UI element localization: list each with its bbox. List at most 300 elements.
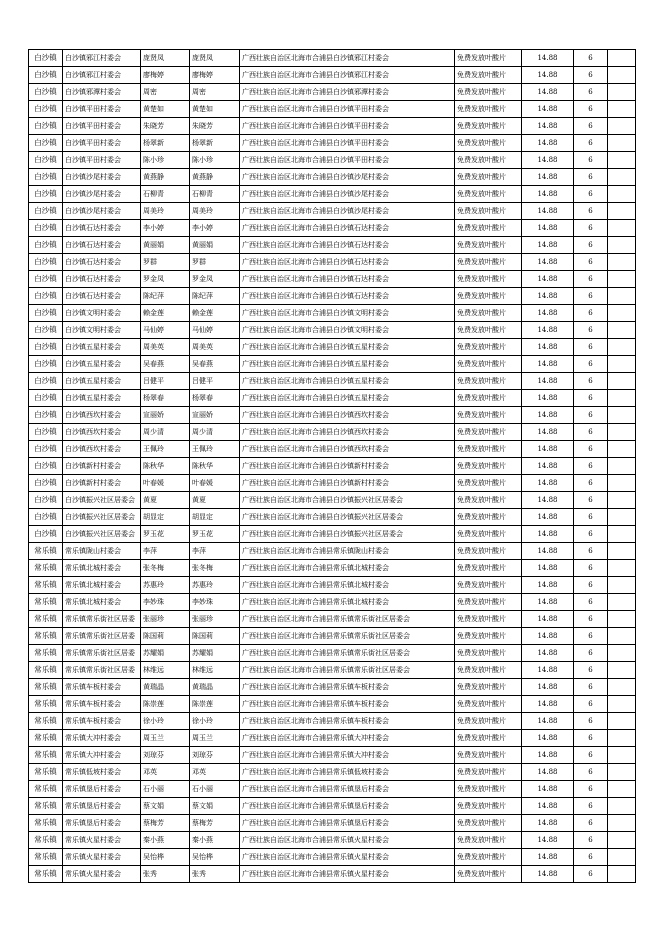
amount-cell: 14.88 — [522, 577, 574, 594]
item-cell: 免费发放叶酸片 — [455, 305, 522, 322]
item-cell: 免费发放叶酸片 — [455, 135, 522, 152]
table-row — [29, 67, 636, 84]
town-cell: 白沙镇 — [29, 50, 63, 67]
address-cell: 广西壮族自治区北海市合浦县白沙镇西坎村委会 — [240, 424, 455, 441]
table-row — [29, 832, 636, 849]
town-cell: 常乐镇 — [29, 747, 63, 764]
amount-cell: 14.88 — [522, 441, 574, 458]
item-cell: 免费发放叶酸片 — [455, 118, 522, 135]
address-cell: 广西壮族自治区北海市合浦县常乐镇常乐街社区居委会 — [240, 628, 455, 645]
address-cell: 广西壮族自治区北海市合浦县白沙镇石达村委会 — [240, 288, 455, 305]
address-cell: 广西壮族自治区北海市合浦县常乐镇垦后村委会 — [240, 781, 455, 798]
signer-name-cell: 朱晓芳 — [190, 118, 240, 135]
quantity-cell: 6 — [574, 424, 608, 441]
address-cell: 广西壮族自治区北海市合浦县白沙镇振兴社区居委会 — [240, 492, 455, 509]
table-row — [29, 237, 636, 254]
quantity-cell: 6 — [574, 67, 608, 84]
town-cell: 白沙镇 — [29, 475, 63, 492]
town-cell: 白沙镇 — [29, 339, 63, 356]
village-committee-cell: 白沙镇石达村委会 — [63, 237, 141, 254]
address-cell: 广西壮族自治区北海市合浦县白沙镇西坎村委会 — [240, 441, 455, 458]
quantity-cell: 6 — [574, 696, 608, 713]
village-committee-cell: 白沙镇五星村委会 — [63, 390, 141, 407]
table-row — [29, 254, 636, 271]
item-cell: 免费发放叶酸片 — [455, 594, 522, 611]
village-committee-cell: 常乐镇垦后村委会 — [63, 798, 141, 815]
quantity-cell: 6 — [574, 866, 608, 883]
remark-cell — [608, 815, 636, 832]
item-cell: 免费发放叶酸片 — [455, 356, 522, 373]
remark-cell — [608, 356, 636, 373]
signer-name-cell: 周密 — [190, 84, 240, 101]
village-committee-cell: 常乐镇常乐街社区居委 — [63, 628, 141, 645]
village-committee-cell: 白沙镇邪江村委会 — [63, 50, 141, 67]
remark-cell — [608, 152, 636, 169]
remark-cell — [608, 458, 636, 475]
remark-cell — [608, 747, 636, 764]
address-cell: 广西壮族自治区北海市合浦县常乐镇陇山村委会 — [240, 543, 455, 560]
village-committee-cell: 白沙镇平田村委会 — [63, 135, 141, 152]
table-row — [29, 390, 636, 407]
signer-name-cell: 罗群 — [190, 254, 240, 271]
town-cell: 常乐镇 — [29, 798, 63, 815]
item-cell: 免费发放叶酸片 — [455, 798, 522, 815]
recipient-name-cell: 周美英 — [141, 339, 190, 356]
amount-cell: 14.88 — [522, 322, 574, 339]
address-cell: 广西壮族自治区北海市合浦县白沙镇沙尾村委会 — [240, 186, 455, 203]
address-cell: 广西壮族自治区北海市合浦县常乐镇常乐街社区居委会 — [240, 645, 455, 662]
table-row — [29, 679, 636, 696]
remark-cell — [608, 237, 636, 254]
recipient-name-cell: 王佩玲 — [141, 441, 190, 458]
remark-cell — [608, 543, 636, 560]
item-cell: 免费发放叶酸片 — [455, 373, 522, 390]
signer-name-cell: 秦小燕 — [190, 832, 240, 849]
town-cell: 白沙镇 — [29, 373, 63, 390]
remark-cell — [608, 696, 636, 713]
table-row — [29, 288, 636, 305]
recipient-name-cell: 黄夏 — [141, 492, 190, 509]
item-cell: 免费发放叶酸片 — [455, 271, 522, 288]
table-row — [29, 594, 636, 611]
table-row — [29, 798, 636, 815]
item-cell: 免费发放叶酸片 — [455, 84, 522, 101]
quantity-cell: 6 — [574, 475, 608, 492]
recipient-name-cell: 黄燕静 — [141, 169, 190, 186]
town-cell: 常乐镇 — [29, 713, 63, 730]
table-row — [29, 84, 636, 101]
quantity-cell: 6 — [574, 203, 608, 220]
village-committee-cell: 常乐镇垦后村委会 — [63, 781, 141, 798]
address-cell: 广西壮族自治区北海市合浦县白沙镇沙尾村委会 — [240, 203, 455, 220]
recipient-name-cell: 石柳青 — [141, 186, 190, 203]
quantity-cell: 6 — [574, 441, 608, 458]
item-cell: 免费发放叶酸片 — [455, 458, 522, 475]
item-cell: 免费发放叶酸片 — [455, 254, 522, 271]
town-cell: 常乐镇 — [29, 679, 63, 696]
town-cell: 白沙镇 — [29, 101, 63, 118]
amount-cell: 14.88 — [522, 339, 574, 356]
amount-cell: 14.88 — [522, 798, 574, 815]
remark-cell — [608, 611, 636, 628]
quantity-cell: 6 — [574, 781, 608, 798]
village-committee-cell: 常乐镇车板村委会 — [63, 713, 141, 730]
signer-name-cell: 石柳青 — [190, 186, 240, 203]
recipient-name-cell: 马仙婷 — [141, 322, 190, 339]
amount-cell: 14.88 — [522, 237, 574, 254]
remark-cell — [608, 203, 636, 220]
signer-name-cell: 徐小玲 — [190, 713, 240, 730]
table-row — [29, 152, 636, 169]
village-committee-cell: 常乐镇常乐街社区居委 — [63, 662, 141, 679]
signer-name-cell: 陈纪萍 — [190, 288, 240, 305]
remark-cell — [608, 441, 636, 458]
recipient-name-cell: 黄瑞晶 — [141, 679, 190, 696]
amount-cell: 14.88 — [522, 679, 574, 696]
signer-name-cell: 张冬梅 — [190, 560, 240, 577]
amount-cell: 14.88 — [522, 356, 574, 373]
address-cell: 广西壮族自治区北海市合浦县白沙镇邪潭村委会 — [240, 84, 455, 101]
table-row — [29, 526, 636, 543]
recipient-name-cell: 杨翠新 — [141, 135, 190, 152]
item-cell: 免费发放叶酸片 — [455, 186, 522, 203]
recipient-name-cell: 张丽珍 — [141, 611, 190, 628]
town-cell: 常乐镇 — [29, 611, 63, 628]
address-cell: 广西壮族自治区北海市合浦县白沙镇文明村委会 — [240, 322, 455, 339]
signer-name-cell: 马仙婷 — [190, 322, 240, 339]
remark-cell — [608, 118, 636, 135]
table-row — [29, 509, 636, 526]
signer-name-cell: 罗金凤 — [190, 271, 240, 288]
table-row — [29, 696, 636, 713]
quantity-cell: 6 — [574, 305, 608, 322]
item-cell: 免费发放叶酸片 — [455, 611, 522, 628]
recipient-name-cell: 朱晓芳 — [141, 118, 190, 135]
amount-cell: 14.88 — [522, 713, 574, 730]
remark-cell — [608, 781, 636, 798]
remark-cell — [608, 526, 636, 543]
remark-cell — [608, 254, 636, 271]
remark-cell — [608, 407, 636, 424]
town-cell: 常乐镇 — [29, 645, 63, 662]
signer-name-cell: 胡显定 — [190, 509, 240, 526]
remark-cell — [608, 832, 636, 849]
table-row — [29, 475, 636, 492]
quantity-cell: 6 — [574, 611, 608, 628]
village-committee-cell: 白沙镇平田村委会 — [63, 118, 141, 135]
signer-name-cell: 庞贤凤 — [190, 50, 240, 67]
village-committee-cell: 常乐镇垦后村委会 — [63, 815, 141, 832]
recipient-name-cell: 周美玲 — [141, 203, 190, 220]
quantity-cell: 6 — [574, 832, 608, 849]
item-cell: 免费发放叶酸片 — [455, 815, 522, 832]
village-committee-cell: 常乐镇陇山村委会 — [63, 543, 141, 560]
quantity-cell: 6 — [574, 560, 608, 577]
recipient-name-cell: 陈秋华 — [141, 458, 190, 475]
signer-name-cell: 周美英 — [190, 339, 240, 356]
recipient-name-cell: 李小婷 — [141, 220, 190, 237]
table-row — [29, 781, 636, 798]
signer-name-cell: 李小婷 — [190, 220, 240, 237]
item-cell: 免费发放叶酸片 — [455, 679, 522, 696]
village-committee-cell: 白沙镇新村村委会 — [63, 458, 141, 475]
town-cell: 白沙镇 — [29, 509, 63, 526]
amount-cell: 14.88 — [522, 84, 574, 101]
village-committee-cell: 白沙镇石达村委会 — [63, 288, 141, 305]
signer-name-cell: 周少清 — [190, 424, 240, 441]
signer-name-cell: 王佩玲 — [190, 441, 240, 458]
address-cell: 广西壮族自治区北海市合浦县常乐镇车板村委会 — [240, 713, 455, 730]
quantity-cell: 6 — [574, 135, 608, 152]
remark-cell — [608, 713, 636, 730]
item-cell: 免费发放叶酸片 — [455, 441, 522, 458]
address-cell: 广西壮族自治区北海市合浦县常乐镇车板村委会 — [240, 679, 455, 696]
recipient-name-cell: 赖金莲 — [141, 305, 190, 322]
quantity-cell: 6 — [574, 152, 608, 169]
address-cell: 广西壮族自治区北海市合浦县常乐镇垦后村委会 — [240, 798, 455, 815]
village-committee-cell: 常乐镇大冲村委会 — [63, 747, 141, 764]
town-cell: 白沙镇 — [29, 390, 63, 407]
remark-cell — [608, 475, 636, 492]
recipient-name-cell: 吕健平 — [141, 373, 190, 390]
town-cell: 白沙镇 — [29, 84, 63, 101]
signer-name-cell: 黄丽娟 — [190, 237, 240, 254]
amount-cell: 14.88 — [522, 390, 574, 407]
village-committee-cell: 白沙镇石达村委会 — [63, 254, 141, 271]
remark-cell — [608, 628, 636, 645]
village-committee-cell: 常乐镇北城村委会 — [63, 594, 141, 611]
recipient-name-cell: 周少清 — [141, 424, 190, 441]
remark-cell — [608, 577, 636, 594]
remark-cell — [608, 509, 636, 526]
quantity-cell: 6 — [574, 798, 608, 815]
address-cell: 广西壮族自治区北海市合浦县白沙镇平田村委会 — [240, 101, 455, 118]
recipient-name-cell: 刘琼芬 — [141, 747, 190, 764]
table-row — [29, 866, 636, 883]
remark-cell — [608, 866, 636, 883]
recipient-name-cell: 陈纪萍 — [141, 288, 190, 305]
quantity-cell: 6 — [574, 407, 608, 424]
quantity-cell: 6 — [574, 764, 608, 781]
village-committee-cell: 白沙镇振兴社区居委会 — [63, 526, 141, 543]
village-committee-cell: 白沙镇新村村委会 — [63, 475, 141, 492]
item-cell: 免费发放叶酸片 — [455, 696, 522, 713]
signer-name-cell: 吴春燕 — [190, 356, 240, 373]
remark-cell — [608, 798, 636, 815]
village-committee-cell: 白沙镇文明村委会 — [63, 305, 141, 322]
signer-name-cell: 陈秋华 — [190, 458, 240, 475]
town-cell: 常乐镇 — [29, 594, 63, 611]
address-cell: 广西壮族自治区北海市合浦县白沙镇振兴社区居委会 — [240, 509, 455, 526]
town-cell: 常乐镇 — [29, 662, 63, 679]
remark-cell — [608, 339, 636, 356]
signer-name-cell: 杨翠春 — [190, 390, 240, 407]
town-cell: 常乐镇 — [29, 628, 63, 645]
item-cell: 免费发放叶酸片 — [455, 390, 522, 407]
table-row — [29, 730, 636, 747]
item-cell: 免费发放叶酸片 — [455, 560, 522, 577]
quantity-cell: 6 — [574, 339, 608, 356]
village-committee-cell: 常乐镇火星村委会 — [63, 849, 141, 866]
town-cell: 白沙镇 — [29, 424, 63, 441]
town-cell: 白沙镇 — [29, 118, 63, 135]
table-row — [29, 50, 636, 67]
quantity-cell: 6 — [574, 577, 608, 594]
remark-cell — [608, 271, 636, 288]
remark-cell — [608, 220, 636, 237]
signer-name-cell: 陈国莉 — [190, 628, 240, 645]
quantity-cell: 6 — [574, 237, 608, 254]
table-row — [29, 645, 636, 662]
remark-cell — [608, 764, 636, 781]
table-row — [29, 373, 636, 390]
quantity-cell: 6 — [574, 458, 608, 475]
quantity-cell: 6 — [574, 492, 608, 509]
quantity-cell: 6 — [574, 628, 608, 645]
town-cell: 白沙镇 — [29, 441, 63, 458]
signer-name-cell: 苏惠玲 — [190, 577, 240, 594]
address-cell: 广西壮族自治区北海市合浦县白沙镇沙尾村委会 — [240, 169, 455, 186]
town-cell: 白沙镇 — [29, 526, 63, 543]
town-cell: 白沙镇 — [29, 67, 63, 84]
quantity-cell: 6 — [574, 50, 608, 67]
address-cell: 广西壮族自治区北海市合浦县常乐镇火星村委会 — [240, 866, 455, 883]
address-cell: 广西壮族自治区北海市合浦县白沙镇邪江村委会 — [240, 67, 455, 84]
address-cell: 广西壮族自治区北海市合浦县常乐镇车板村委会 — [240, 696, 455, 713]
signer-name-cell: 张秀 — [190, 866, 240, 883]
remark-cell — [608, 135, 636, 152]
quantity-cell: 6 — [574, 526, 608, 543]
remark-cell — [608, 849, 636, 866]
village-committee-cell: 常乐镇车板村委会 — [63, 696, 141, 713]
remark-cell — [608, 322, 636, 339]
recipient-name-cell: 陈国莉 — [141, 628, 190, 645]
signer-name-cell: 蔡梅芳 — [190, 815, 240, 832]
table-row — [29, 305, 636, 322]
amount-cell: 14.88 — [522, 645, 574, 662]
village-committee-cell: 常乐镇车板村委会 — [63, 679, 141, 696]
quantity-cell: 6 — [574, 747, 608, 764]
signer-name-cell: 李萍 — [190, 543, 240, 560]
table-row — [29, 322, 636, 339]
amount-cell: 14.88 — [522, 696, 574, 713]
address-cell: 广西壮族自治区北海市合浦县常乐镇北城村委会 — [240, 594, 455, 611]
recipient-name-cell: 苏惠玲 — [141, 577, 190, 594]
village-committee-cell: 白沙镇五星村委会 — [63, 339, 141, 356]
town-cell: 常乐镇 — [29, 560, 63, 577]
recipient-name-cell: 叶春媛 — [141, 475, 190, 492]
amount-cell: 14.88 — [522, 271, 574, 288]
quantity-cell: 6 — [574, 84, 608, 101]
signer-name-cell: 刘琼芬 — [190, 747, 240, 764]
signer-name-cell: 叶春媛 — [190, 475, 240, 492]
amount-cell: 14.88 — [522, 611, 574, 628]
recipient-name-cell: 张冬梅 — [141, 560, 190, 577]
amount-cell: 14.88 — [522, 305, 574, 322]
item-cell: 免费发放叶酸片 — [455, 526, 522, 543]
item-cell: 免费发放叶酸片 — [455, 662, 522, 679]
town-cell: 白沙镇 — [29, 203, 63, 220]
remark-cell — [608, 560, 636, 577]
amount-cell: 14.88 — [522, 220, 574, 237]
item-cell: 免费发放叶酸片 — [455, 509, 522, 526]
quantity-cell: 6 — [574, 101, 608, 118]
signer-name-cell: 黄燕静 — [190, 169, 240, 186]
table-row — [29, 220, 636, 237]
item-cell: 免费发放叶酸片 — [455, 832, 522, 849]
table-row — [29, 611, 636, 628]
amount-cell: 14.88 — [522, 373, 574, 390]
amount-cell: 14.88 — [522, 475, 574, 492]
amount-cell: 14.88 — [522, 764, 574, 781]
signer-name-cell: 石小丽 — [190, 781, 240, 798]
amount-cell: 14.88 — [522, 594, 574, 611]
recipient-name-cell: 林维远 — [141, 662, 190, 679]
quantity-cell: 6 — [574, 373, 608, 390]
remark-cell — [608, 186, 636, 203]
address-cell: 广西壮族自治区北海市合浦县常乐镇常乐街社区居委会 — [240, 611, 455, 628]
village-committee-cell: 白沙镇西坎村委会 — [63, 441, 141, 458]
address-cell: 广西壮族自治区北海市合浦县白沙镇文明村委会 — [240, 305, 455, 322]
table-row — [29, 747, 636, 764]
item-cell: 免费发放叶酸片 — [455, 781, 522, 798]
address-cell: 广西壮族自治区北海市合浦县白沙镇平田村委会 — [240, 152, 455, 169]
table-row — [29, 764, 636, 781]
recipient-name-cell: 黄丽娟 — [141, 237, 190, 254]
signer-name-cell: 林维远 — [190, 662, 240, 679]
amount-cell: 14.88 — [522, 747, 574, 764]
item-cell: 免费发放叶酸片 — [455, 152, 522, 169]
recipient-name-cell: 罗玉花 — [141, 526, 190, 543]
remark-cell — [608, 679, 636, 696]
item-cell: 免费发放叶酸片 — [455, 339, 522, 356]
village-committee-cell: 常乐镇大冲村委会 — [63, 730, 141, 747]
remark-cell — [608, 390, 636, 407]
town-cell: 白沙镇 — [29, 305, 63, 322]
village-committee-cell: 常乐镇北城村委会 — [63, 577, 141, 594]
town-cell: 常乐镇 — [29, 543, 63, 560]
table-row — [29, 458, 636, 475]
quantity-cell: 6 — [574, 509, 608, 526]
amount-cell: 14.88 — [522, 288, 574, 305]
address-cell: 广西壮族自治区北海市合浦县常乐镇北城村委会 — [240, 560, 455, 577]
item-cell: 免费发放叶酸片 — [455, 237, 522, 254]
recipient-name-cell: 黄楚如 — [141, 101, 190, 118]
address-cell: 广西壮族自治区北海市合浦县白沙镇五星村委会 — [240, 356, 455, 373]
town-cell: 常乐镇 — [29, 696, 63, 713]
town-cell: 白沙镇 — [29, 152, 63, 169]
amount-cell: 14.88 — [522, 662, 574, 679]
amount-cell: 14.88 — [522, 560, 574, 577]
town-cell: 常乐镇 — [29, 764, 63, 781]
recipient-name-cell: 罗群 — [141, 254, 190, 271]
signer-name-cell: 邓英 — [190, 764, 240, 781]
village-committee-cell: 常乐镇低坡村委会 — [63, 764, 141, 781]
remark-cell — [608, 67, 636, 84]
address-cell: 广西壮族自治区北海市合浦县常乐镇火星村委会 — [240, 849, 455, 866]
table-row — [29, 815, 636, 832]
village-committee-cell: 白沙镇西坎村委会 — [63, 407, 141, 424]
signer-name-cell: 黄瑞晶 — [190, 679, 240, 696]
address-cell: 广西壮族自治区北海市合浦县白沙镇平田村委会 — [240, 118, 455, 135]
quantity-cell: 6 — [574, 543, 608, 560]
recipient-name-cell: 蔡文娟 — [141, 798, 190, 815]
recipient-name-cell: 周玉兰 — [141, 730, 190, 747]
recipient-name-cell: 蔡梅芳 — [141, 815, 190, 832]
address-cell: 广西壮族自治区北海市合浦县常乐镇火星村委会 — [240, 832, 455, 849]
town-cell: 白沙镇 — [29, 458, 63, 475]
village-committee-cell: 常乐镇常乐街社区居委 — [63, 611, 141, 628]
